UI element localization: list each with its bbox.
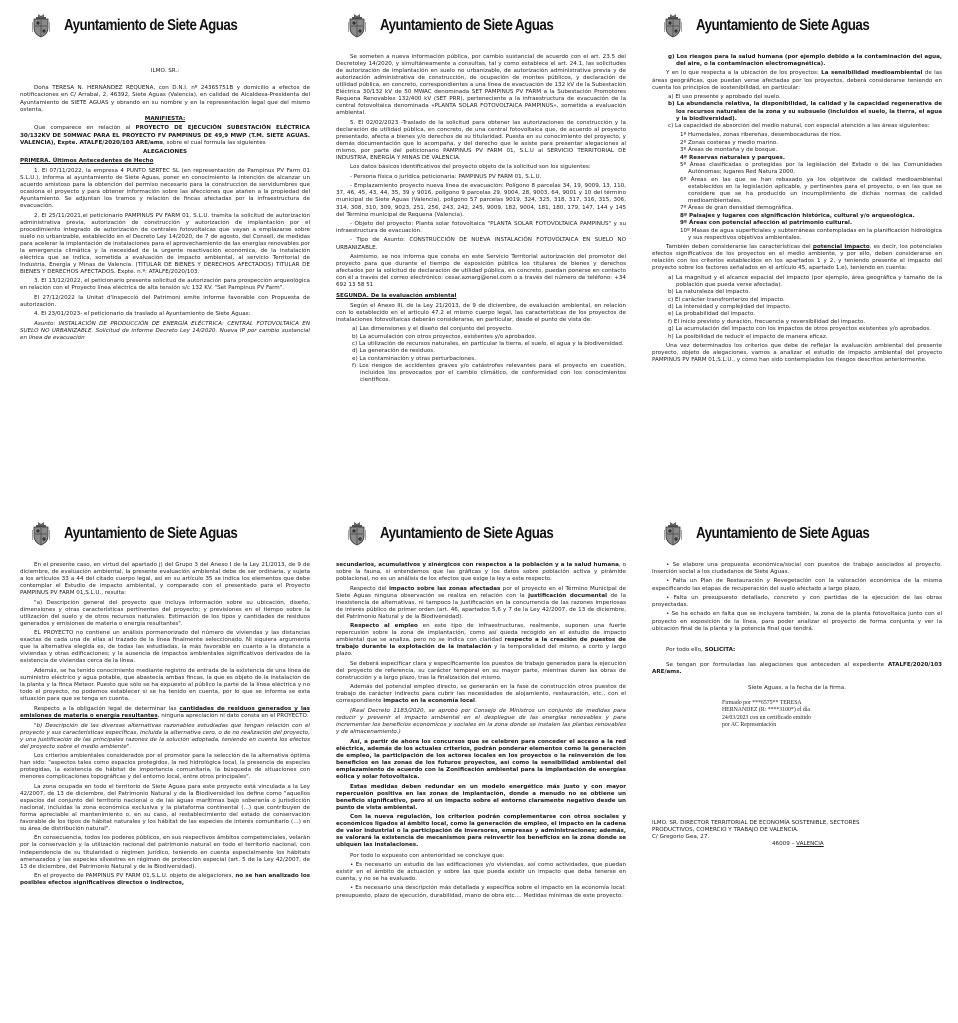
paragraph: Los criterios ambientales considerados por el promotor para la selección de la alternativa óptima han sido: "aspectos tales como espacios protegidos, la red hidrológica local, la presencia de especies protegidas, la existencia de hábitat de importancia comunitaria, la búsqueda de situaciones con menores complicaciones topográficas y del entorno local, entre otros principales". <box>20 753 310 781</box>
document-page-1 <box>10 6 316 508</box>
subsection-heading: PRIMERA. Últimos Antecedentes de Hecho <box>20 158 154 165</box>
coat-of-arms-icon <box>348 14 366 38</box>
list-item: a) La magnitud y el alcance espacial del impacto (por ejemplo, área geográfica y tamaño de la población que pueda verse afectada). <box>668 274 942 288</box>
list-item: a) Las dimensiones y el diseño del conjunto del proyecto. <box>352 326 513 333</box>
data-line: - Emplazamiento proyecto nueva línea de evacuación: Polígono 8 parcelas 34, 19, 9009, 13, 110, 37, 46, 45, 43, 44, 35, 39 y 9016, polígono 9 parcelas 29, 9004, 28, 9003, 64, 9001 y 10 del término municipal de Siete Aguas (Valencia), polígono 57 parcelas 9019, 324, 325, 318, 317, 316, 315, 306, 314, 308, 310, 309, 9023, 251, 256, 243, 242, 245, 9009, 182, 9004, 181, 180, 179, 147, 144 y 145 del Término municipal de Requena (Valencia). <box>336 183 626 218</box>
list-item: b) La abundancia relativa, la disponibilidad, la calidad y la capacidad regenerativa de los recursos naturales de la zona y su subsuelo (incluidos el suelo, la tierra, el agua y la biodiversidad). <box>668 101 942 122</box>
paragraph: También deben considerarse las características del potencial impacto, es decir, los potenciales efectos significativos de los proyectos en el medio ambiente, y por ello, deben considerarse en relación con los criterios establecidos en los apartados 1 y 2, y teniendo presente el impacto del proyecto sobre los factores señalados en el artículo 45, apartado 1.e), teniendo en cuenta: <box>652 244 942 272</box>
list-item: g) Los riesgos para la salud humana (por ejemplo debido a la contaminación del agua, del aire, o la contaminación electromagnética). <box>668 54 942 68</box>
quote-paragraph: (Real Decreto 1183/2020, se aprobó por Consejo de Ministros un conjunto de medidas para reducir y prevenir el impacto ambiental en el despliegue de las energías renovables y para incrementar los beneficios económicos y sociales en la zona donde se instalen las plantas renovables y de almacenamiento.) <box>336 707 626 735</box>
paragraph: El 27/12/2022 la Unitat d'Inspecció del Patrimoni emite informe favorable con Propuesta de autorización. <box>20 294 310 308</box>
paragraph: Además, se ha tenido conocimiento mediante registro de entrada de la existencia de una línea de suministro eléctrico y agua potable, que abastecía ambas fincas, la que es objeto de la instalación de la planta y la finca Meteor. Puesto que sólo se ha expuesto al público la parte de la línea eléctrica y no todo el proyecto, no podemos establecer si se ha tenido en cuenta, por lo que se informa se esta situación para que se tenga en cuenta. <box>20 667 310 703</box>
paragraph: Respecto del impacto sobre las zonas afectadas por el proyecto en el Término Municipal de Siete Aguas ninguna observación se realiza en relación con la justificación documental de la inexistencia de alternativas, ni tampoco la justificación en la concurrencia de las razones imperiosas de interés público de primer orden (art. 46, apartados 5,6 y 7 de la Ley 42/2007, de 13 de diciembre, del Patrimonio Natural y de la Biodiversidad). <box>336 585 627 620</box>
numbered-paragraph: 5. El 02/02/2023 -Traslado de la solicitud para obtener las autorizaciones de construcción y la declaración de utilidad pública, en concreto, de una central fotovoltaica que, de acuerdo al proyecto presentado, afecta a bienes y/o derechos de su titularidad. Puesta en su conocimiento del proyecto, y demás documentación que lo acompaña, y del derecho que le asiste para presentar alegaciones al mismo, por parte del peticionario PAMPINUS PV FARM 01, S.L.U al SERVICIO TERRITORIAL DE INDUSTRIA, ENERGÍA Y MINAS DE VALENCIA. <box>336 119 626 162</box>
data-line: - Persona física o jurídica peticionaria: PAMPINUS PV FARM 01, S.L.U. <box>350 173 542 180</box>
list-item: 5º Áreas clasificadas o protegidas por la legislación del Estado o de las Comunidades Autónomas; lugares Red Natura 2000. <box>680 162 942 176</box>
paragraph: Así, a partir de ahora los concursos que se celebren para conceder el acceso a la red eléctrica, además de los actuales criterios, podrán ponderar elementos como la generación de empleo, la participación de los actores locales en los proyectos o la reinversión de los beneficios en las zonas de los futuros proyectos, así como la sensibilidad ambiental del emplazamiento de acuerdo con la Zonificación ambiental para la implantación de energías eólica y solar fotovoltaica. <box>336 739 626 781</box>
criteria-list <box>652 54 942 68</box>
bullet-item: • Se ha echado en falta que se incluyera también, la zona de la planta fotovoltaica junto con el proyecto en exposición de la línea, para poder analizar el proyecto de forma conjunta y ver la ubicación final de la planta y la potencia final que tendrá. <box>652 611 942 632</box>
data-line: - Tipo de Asunto: CONSTRUCCIÓN DE NUEVA INSTALACIÓN FOTOVOLTAICA EN SUELO NO URBANIZABLE. <box>336 237 626 251</box>
paragraph: Respecto a la obligación legal de determinar las cantidades de residuos generados y las emisiones de materia o energía resultantes, ninguna apreciación ni dato consta en el PROYECTO. <box>20 706 310 720</box>
list-item: f) Los riesgos de accidentes graves y/o catástrofes relevantes para el proyecto en cuestión, incluidos los provocados por el cambio climático, de conformidad con los conocimientos científicos. <box>352 363 626 384</box>
page-header <box>664 514 948 554</box>
list-item: 6º Áreas en las que se han rebasado ya los objetivos de calidad medioambiental establecidos en la legislación aplicable, y pertinentes para el proyecto, o en las que se considere que se ha producido un incumplimiento de dichas normas de calidad medioambientales. <box>680 176 942 204</box>
intro-paragraph: Doña TERESA N. HERNÁNDEZ REQUENA, con D.N.I. nº 24365751B y domicilio a efectos de notificaciones en C/ Arrabal, 2, 46392, Siete Aguas (Valencia), en calidad de Alcaldesa-Presidenta del Ayuntamiento de SIETE AGUAS y obrando en su nombre y en la representación legal que del mismo ostenta, <box>20 85 310 113</box>
paragraph: Asimismo, se nos informa que consta en este Servicio Territorial autorización del promotor del proyecto para que durante el tiempo de exposición pública los titulares de bienes y derechos afectados por la solicitud de declaración de utilidad pública, en concreto, puedan ponerse en contacto con él a través del correo electrónico: cesar.aznarg@enel.com o a través del número de teléfono: +34 692 13 58 51 <box>336 253 626 289</box>
document-page-4 <box>10 514 316 1016</box>
impact-list <box>652 275 942 341</box>
bullet-item: • Es necesario una descripción más detallada y específica sobre el impacto en la economía local: presupuesto, plazo de ejecución, durabilidad, mano de obra etc.... Medidas mínimas de este proyecto. <box>336 885 626 899</box>
list-item: d) La intensidad y complejidad del impacto. <box>668 303 791 310</box>
section-heading: MANIFIESTA: <box>144 116 186 123</box>
list-item: d) La generación de residuos. <box>352 348 435 355</box>
quote-paragraph: "b) Descripción de las diversas alternativas razonables estudiadas que tengan relación con el proyecto y sus características específicas, incluida la alternativa cero, o de no realización del proyecto, y una justificación de las principales razones de la solución adoptada, teniendo en cuenta los efectos del proyecto sobre el medio ambiente". <box>20 722 310 750</box>
paragraph: Una vez determinados los criterios que debe de reflejar la evaluación ambiental del presente proyecto, objeto de alegaciones, vamos a analizar el estudio de impacto ambiental del proyecto PAMPINUS PV FARM 01,S.L.U., y cómo han sido contemplados los riesgos descritos anteriormente. <box>652 343 942 364</box>
header-title: Ayuntamiento de Siete Aguas <box>64 525 238 542</box>
list-item: f) El inicio previsto y duración, frecuencia y reversibilidad del impacto. <box>668 318 866 325</box>
criteria-list <box>336 326 626 384</box>
coat-of-arms-icon <box>664 14 682 38</box>
paragraph: Por todo lo expuesto con anterioridad se concluye que: <box>350 852 505 859</box>
bullet-item: • Falta un Plan de Restauración y Revegetación con la valoración económica de la misma especificando las etapas de recuperación del suelo afectado a largo plazo. <box>652 578 942 592</box>
list-item: c) La capacidad de absorción del medio natural, con especial atención a las áreas siguientes: <box>668 122 930 129</box>
list-item: 2º Zonas costeras y medio marino. <box>680 139 779 146</box>
paragraph: En el presente caso, en virtud del apartado j) del Grupo 3 del Anexo I de la Ley 21/2013, de 9 de diciembre, de evaluación ambiental, la presente evaluación ambiental debe de ser ordinaria, y sujeta a los artículos 33 a 44 del citado cuerpo legal, así en su artículo 35 se indica los elementos que debe contemplar el Estudio de impacto ambiental, y comparado con el presentado para el Proyecto PAMPINUS PV FARM 01,S.L.U., resulta: <box>20 562 310 597</box>
section-heading: ALEGACIONES <box>142 148 188 155</box>
list-item: 8º Paisajes y lugares con significación histórica, cultural y/o arqueológica. <box>680 212 915 219</box>
list-item: 1º Humedales, zonas ribereñas, desembocaduras de ríos. <box>680 132 842 139</box>
date-line: Siete Aguas, a la fecha de la firma. <box>748 684 846 691</box>
page-header <box>32 514 316 554</box>
paragraph: Respecto al empleo en este tipo de infraestructuras, realmente, suponen una fuerte repercusión sobre la zona de implantación, como así queda recogido en el estudio de impacto ambiental que se analiza, pero no se indica con claridad respecto a la creación de puestos de trabajo durante la explotación de la instalación y la temporalidad del mismo, a corto y largo plazo. <box>336 623 627 658</box>
list-item: g) La acumulación del impacto con los impactos de otros proyectos existentes y/o aprobados. <box>668 326 932 333</box>
paragraph: secundarios, acumulativos y sinérgicos con respectos a la población y a la salud humana, o sobre la fauna, si entendemos que las gráficas y los datos sobre población activa y pirámide poblacional, no es un análisis de los efectos que exige la ley a este respecto. <box>336 562 626 583</box>
numbered-paragraph: 2. El 25/11/2021,el peticionario PAMPINUS PV FARM 01, S.L.U. tramita la solicitud de autorización administrativa previa, autorización de construcción y autorización de implantación por el procedimiento integrado de autorización de centrales fotovoltaicas que vayan a emplazarse sobre suelo no urbanizable, establecido en el Decreto Ley 14/2020, de 7 de agosto, del Consell, de medidas para acelerar la implantación de instalaciones para el aprovechamiento de las energías renovables por la emergencia climática y la necesidad de la urgente reactivación económica, de la instalación eléctrica que se indica, sometida a evaluación de impacto ambiental, al servicio Territorial de Industria, Energía y Minas de Valencia. (TITULAR DE BIENES Y DERECHOS AFECTADOS) TITULAR DE BIENES Y DERECHOS AFECTADOS. Expte. n.º: ATALFE/2020/103. <box>20 212 310 275</box>
numbered-paragraph: 4. El 23/01/2023- el peticionario da traslado al Ayuntamiento de Siete Aguas: <box>34 311 251 318</box>
list-item: h) La posibilidad de reducir el impacto de manera eficaz. <box>668 333 828 340</box>
coat-of-arms-icon <box>664 522 682 546</box>
page-header <box>348 514 632 554</box>
paragraph: Se someten a nueva información pública, por cambio sustancial de acuerdo con el art. 23.5 del Decretoley 14/2020, y simultáneamente a consultas, tal y como establece el art. 24.1, las solicitudes de autorización de implantación en suelo no urbanizable, de autorización administrativa previa y de autorización administrativa de construcción, de ocupación de montes públicos, y declaración de utilidad pública, en concreto, correspondientes a una línea de evacuación de 132 kV de la Subestación Eléctrica 30/132 kV de 50 MWAC denominada SET PAMPINUS PV FARM a la Subestación Promotores Requena Renovables 132/400 kV (SET PRR), perteneciente a la infraestructura de evacuación de la central fotovoltaica denominada «PLANTA SOLAR FOTOVOLTAICA PAMPINUS», sometida a evaluación ambiental. <box>336 54 626 117</box>
paragraph: Los datos básicos identificativos del proyecto objeto de la solicitud son los siguientes: <box>350 164 591 171</box>
paragraph: En el proyecto de PAMPINUS PV FARM 01,S.L.U. objeto de alegaciones, no se han analizado los posibles efectos significativos directos o indirectos, <box>20 873 311 887</box>
paragraph: Por todo ello, SOLICITA: <box>666 646 736 653</box>
document-page-6 <box>642 514 948 1016</box>
document-page-5 <box>326 514 632 1016</box>
list-item: 7º Áreas de gran densidad demográfica. <box>680 205 794 212</box>
document-page-3 <box>642 6 948 508</box>
paragraph: EL PROYECTO no contiene un análisis pormenorizado del número de viviendas y las distancias exactas de cada una de ellas al trazado de la línea finalmente seleccionado. Ni siquiera argumenta que la alternativa elegida es, de todas las estudiadas, la más favorable en cuanto a la distancia a viviendas y otras edificaciones; y la ausencia de impactos ambientales significativos derivados de la existencia de viviendas cerca de la línea. <box>20 630 310 665</box>
paragraph: Según el Anexo III, de la Ley 21/2013, de 9 de diciembre, de evaluación ambiental, en relación con lo establecido en el artículo 47.2 el mismo cuerpo legal, las características de los proyectos de instalaciones fotovoltaicas deberán considerarse, en particular, desde el punto de vista de: <box>336 302 626 323</box>
quote-paragraph: Asunto: INSTALACIÓN DE PRODUCCIÓN DE ENERGÍA ELÉCTRICA: CENTRAL FOTOVOLTAICA EN SUELO NO URBANIZABLE. Solicitud de informe Decreto Ley 14/2020. Nueva IP por cambio sustancial en línea de evacuación <box>20 320 310 341</box>
paragraph: Además del potencial empleo directo, se generarán en la fase de construcción otros puestos de trabajo de carácter indirecto para cubrir las necesidades de alojamiento, restauración, etc., con el correspondiente impacto en la economía local. <box>336 684 626 705</box>
salutation: ILMO. SR.: <box>150 68 180 74</box>
list-item: 9º Áreas con potencial afección al patrimonio cultural. <box>680 220 853 227</box>
subsection-heading: SEGUNDA. De la evaluación ambiental <box>336 293 457 300</box>
document-page-2 <box>326 6 632 508</box>
paragraph: Con la nueva regulación, los criterios podrán complementarse con otros sociales y económicos ligados al ámbito local, como la generación de empleo, el impacto en la cadena de valor industrial o la participación de inversores, empresas y administraciones; además, se valorará la existencia de mecanismos para reinvertir los beneficios en la zona donde se ubiquen las instalaciones. <box>336 814 626 849</box>
paragraph: Y en lo que respecta a la ubicación de los proyectos: La sensibilidad medioambiental de las áreas geográficas, que puedan verse afectadas por los proyectos, deberá considerarse teniendo en cuenta los principios de sostenibilidad, en particular: <box>652 70 942 91</box>
paragraph: En consecuencia, todos los poderes públicos, en sus respectivos ámbitos competenciales, velarán por la conservación y la utilización racional del patrimonio natural en todo el territorio nacional, con independencia de su titularidad o régimen jurídico, teniendo en cuenta especialmente los hábitats amenazados y las especies silvestres en régimen de protección especial (art. 5 de la Ley 42/2007, de 13 de diciembre, del Patrimonio Natural y de la Biodiversidad). <box>20 835 310 870</box>
page-header <box>32 6 316 46</box>
list-item: c) El carácter transfronterizo del impacto. <box>668 296 785 303</box>
bullet-item: • Se elabore una propuesta económica/social con puestos de trabajo asociados al proyecto. Inserción social a los ciudadanos de Siete Aguas. <box>652 562 942 576</box>
project-paragraph: Que comparece en relación al PROYECTO DE EJECUCIÓN SUBESTACIÓN ELÉCTRICA 30/132KV DE 50MWAC PARA EL PROYECTO FV PAMPINUS DE 49,9 MWP (T.M. SIETE AGUAS. VALENCIA), Expte. ATALFE/2020/103 ARE/ams, sobre el cual formula las siguientes <box>20 125 310 146</box>
header-title: Ayuntamiento de Siete Aguas <box>64 17 238 34</box>
data-line: - Objeto del proyecto: Planta solar fotovoltaica "PLANTA SOLAR FOTOVOLTAICA PAMPINUS" y su infraestructura de evacuación. <box>336 220 626 235</box>
paragraph: Se tengan por formuladas las alegaciones que anteceden al expediente ATALFE/2020/103 ARE/ams. <box>652 662 942 676</box>
header-title: Ayuntamiento de Siete Aguas <box>696 525 870 542</box>
coat-of-arms-icon <box>348 522 366 546</box>
list-item: a) El uso presente y aprobado del suelo. <box>668 94 781 101</box>
quote-paragraph: "a) Descripción general del proyecto que incluya información sobre su ubicación, diseño, dimensiones y otras características pertinentes del proyecto; y previsiones en el tiempo sobre la utilización del suelo y de otros recursos naturales. Estimación de los tipos y cantidades de residuos generados y emisiones de materia o energía resultantes". <box>20 599 310 627</box>
numbered-paragraph: 1. El 07/11/2022, la empresa 4 PUNTO SERTEC SL (en representación de Pampinus PV Farm 01 S.L.U.), informa al ayuntamiento de Siete Aguas, poner en conocimiento la intención de alcanzar un acuerdo amistoso para la obtención del permiso necesario para la construcción de servidumbres que ocasiona el proyecto y para obtener información sobre las afecciones que atañen a la propiedad del Ayuntamiento. Se adjuntan los tramos y relación de fincas afectadas por la infraestructura de evacuación. <box>20 167 310 210</box>
bullet-item: • Es necesario un estudio de las edificaciones y/o viviendas, así como actividades, que puedan existir en el ámbito de actuación y sobre las que pueda existir un impacto que deba tenerse en cuenta, y no se ha evaluado. <box>336 861 626 883</box>
page-header <box>664 6 948 46</box>
header-title: Ayuntamiento de Siete Aguas <box>380 525 554 542</box>
list-item: e) La contaminación y otras perturbaciones. <box>352 355 476 362</box>
list-item: 10º Masas de agua superficiales y subterráneas contempladas en la planificación hidrológica y sus respectivos objetivos ambientales. <box>680 227 942 241</box>
paragraph: La zona ocupada en todo el territorio de Siete Aguas para este proyecto está vinculada a la Ley 42/2007, de 13 de diciembre, del Patrimonio Natural y de la Biodiversidad los define como "aquellos espacios del conjunto del territorio nacional o de las aguas marítimas bajo soberanía o jurisdicción nacional, incluidas la zona económica exclusiva y la plataforma continental (…) que contribuyen de forma apreciable al mantenimiento o, en su caso, al restablecimiento del estado de conservación favorable de los tipos de hábitat naturales y los hábitat de las especies de interés comunitario (…) en su área de distribución natural". <box>20 783 310 832</box>
page-header <box>348 6 632 46</box>
numbered-paragraph: 3. El 13/12/2022, el peticionario presenta solicitud de autorización para prospección arqueológica en relación con el Proyecto línea eléctrica de alta tensión s/c 132 KV. "Set Pampinus PV Farm". <box>20 278 310 292</box>
coat-of-arms-icon <box>32 14 50 38</box>
header-title: Ayuntamiento de Siete Aguas <box>380 17 554 34</box>
electronic-signature: Firmado por ***6575** TERESA HERNANDEZ (R: ****3100*) el día 24/03/2023 con un certificado emitido por AC Representación <box>722 699 811 729</box>
coat-of-arms-icon <box>32 522 50 546</box>
list-item: 3º Áreas de montaña y de bosque. <box>680 147 778 154</box>
paragraph: Estas medidas deben redundar en un modelo energético más justo y con mayor repercusión positiva en las zonas de implantación, donde a menudo no se obtiene un beneficio significativo, pero si un impacto sobre el entorno claramente negativo desde un punto de vista ambiental. <box>336 783 626 811</box>
areas-list <box>652 132 942 241</box>
paragraph: Se deberá especificar clara y específicamente los puestos de trabajo generados para la ejecución del proyecto de referencia, su carácter temporal en su mayor parte, mientras duren las obras de construcción y a largo plazo, tras la finalización del mismo. <box>336 660 626 681</box>
header-title: Ayuntamiento de Siete Aguas <box>696 17 870 34</box>
list-item: e) La probabilidad del impacto. <box>668 311 756 318</box>
list-item: b) La acumulación con otros proyectos, existentes y/o aprobados. <box>352 333 537 340</box>
location-list <box>652 94 942 130</box>
addressee-block: ILMO. SR. DIRECTOR TERRITORIAL DE ECONOMÍA SOSTENIBLE, SECTORES PRODUCTIVOS, COMERCIO Y TRABAJO DE VALENCIA. C/ Gregorio Gea, 27. 46009 – VALENCIA <box>652 819 860 847</box>
bullet-item: • Falta un presupuesto detallado, concreto y con partidas de la ejecución de las obras proyectadas. <box>652 594 942 609</box>
list-item: c) La utilización de recursos naturales, en particular la tierra, el suelo, el agua y la biodiversidad. <box>352 341 624 348</box>
list-item: b) La naturaleza del impacto. <box>668 289 751 296</box>
list-item: 4º Reservas naturales y parques. <box>680 154 785 161</box>
